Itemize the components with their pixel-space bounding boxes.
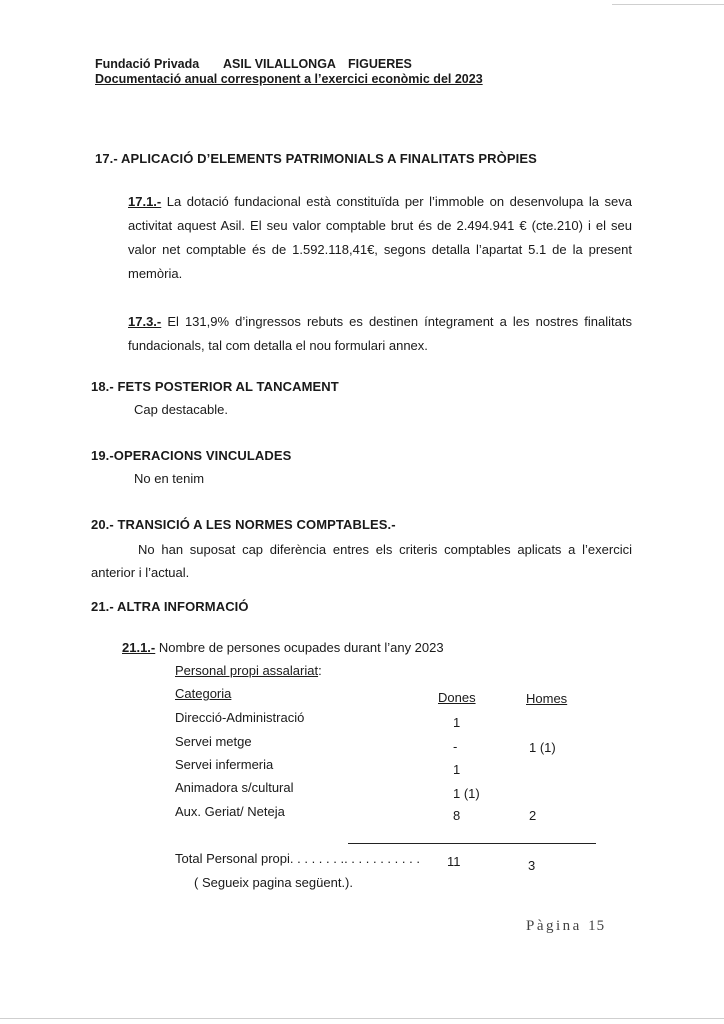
row-women: 1 bbox=[453, 715, 461, 730]
header-subtitle: Documentació anual corresponent a l’exercici econòmic del 2023 bbox=[95, 72, 483, 86]
personal-heading-text: Personal propi assalariat bbox=[175, 663, 319, 678]
row-category: Servei infermeria bbox=[175, 757, 274, 772]
col-header-men: Homes bbox=[526, 691, 568, 706]
row-category: Aux. Geriat/ Neteja bbox=[175, 804, 285, 819]
header-org-city: FIGUERES bbox=[348, 57, 412, 71]
scan-edge-bottom bbox=[0, 1018, 724, 1019]
subsection-21-1 bbox=[122, 640, 444, 655]
section-17-title: 17.- APLICACIÓ D’ELEMENTS PATRIMONIALS A FINALITATS PRÒPIES bbox=[95, 151, 537, 166]
paragraph-17-1-number: 17.1.- bbox=[128, 194, 162, 209]
page-number bbox=[526, 918, 605, 935]
total-divider bbox=[348, 843, 596, 844]
row-women: 8 bbox=[453, 808, 461, 823]
section-18-text: Cap destacable. bbox=[134, 402, 228, 417]
scan-edge-top bbox=[612, 4, 724, 5]
subsection-21-1-number: 21.1.- bbox=[122, 640, 156, 655]
section-20-text-line1: No han suposat cap diferència entres els criteris comptables aplicats a l’exercici bbox=[138, 542, 632, 557]
row-men: 2 bbox=[529, 808, 537, 823]
paragraph-17-3 bbox=[128, 310, 632, 358]
row-women: 1 (1) bbox=[453, 786, 480, 801]
page-number-value: 15 bbox=[588, 918, 606, 934]
row-category: Direcció-Administració bbox=[175, 710, 305, 725]
paragraph-17-3-text: El 131,9% d’ingressos rebuts es destinen íntegrament a les nostres finalitats fundacionals, tal com detalla el nou formulari annex. bbox=[128, 314, 632, 353]
personal-heading bbox=[175, 663, 322, 678]
header-org-prefix: Fundació Privada bbox=[95, 57, 200, 71]
personal-heading-colon: : bbox=[318, 663, 322, 678]
row-category: Servei metge bbox=[175, 734, 252, 749]
header-org-name: ASIL VILALLONGA bbox=[223, 57, 336, 71]
subsection-21-1-text: Nombre de persones ocupades durant l’any 2023 bbox=[155, 640, 444, 655]
section-21-title: 21.- ALTRA INFORMACIÓ bbox=[91, 599, 249, 614]
row-women: 1 bbox=[453, 762, 461, 777]
row-category: Animadora s/cultural bbox=[175, 780, 294, 795]
page-number-label: Pàgina bbox=[526, 918, 582, 934]
paragraph-17-1 bbox=[128, 190, 632, 286]
col-header-category: Categoria bbox=[175, 686, 232, 701]
paragraph-17-1-text: La dotació fundacional està constituïda per l’immoble on desenvolupa la seva activitat aquest Asil. El seu valor comptable brut és de 2.494.941 € (cte.210) i el seu valor net comptable és de 1.592.118,41€, segons detalla l’apartat 5.1 de la present memòria. bbox=[128, 194, 632, 281]
section-20-text-line2: anterior i l’actual. bbox=[91, 565, 190, 580]
section-19-title: 19.-OPERACIONS VINCULADES bbox=[91, 448, 292, 463]
row-men: 1 (1) bbox=[529, 740, 556, 755]
continues-note: ( Segueix pagina següent.). bbox=[194, 875, 353, 890]
total-men: 3 bbox=[528, 858, 536, 873]
row-women: - bbox=[453, 739, 458, 754]
section-20-title: 20.- TRANSICIÓ A LES NORMES COMPTABLES.- bbox=[91, 517, 396, 532]
section-18-title: 18.- FETS POSTERIOR AL TANCAMENT bbox=[91, 379, 339, 394]
section-19-text: No en tenim bbox=[134, 471, 205, 486]
paragraph-17-3-number: 17.3.- bbox=[128, 314, 162, 329]
total-women: 11 bbox=[447, 854, 461, 869]
total-label: Total Personal propi. . . . . . . .. . . . . . . . . . . bbox=[175, 851, 420, 866]
col-header-women: Dones bbox=[438, 690, 476, 705]
